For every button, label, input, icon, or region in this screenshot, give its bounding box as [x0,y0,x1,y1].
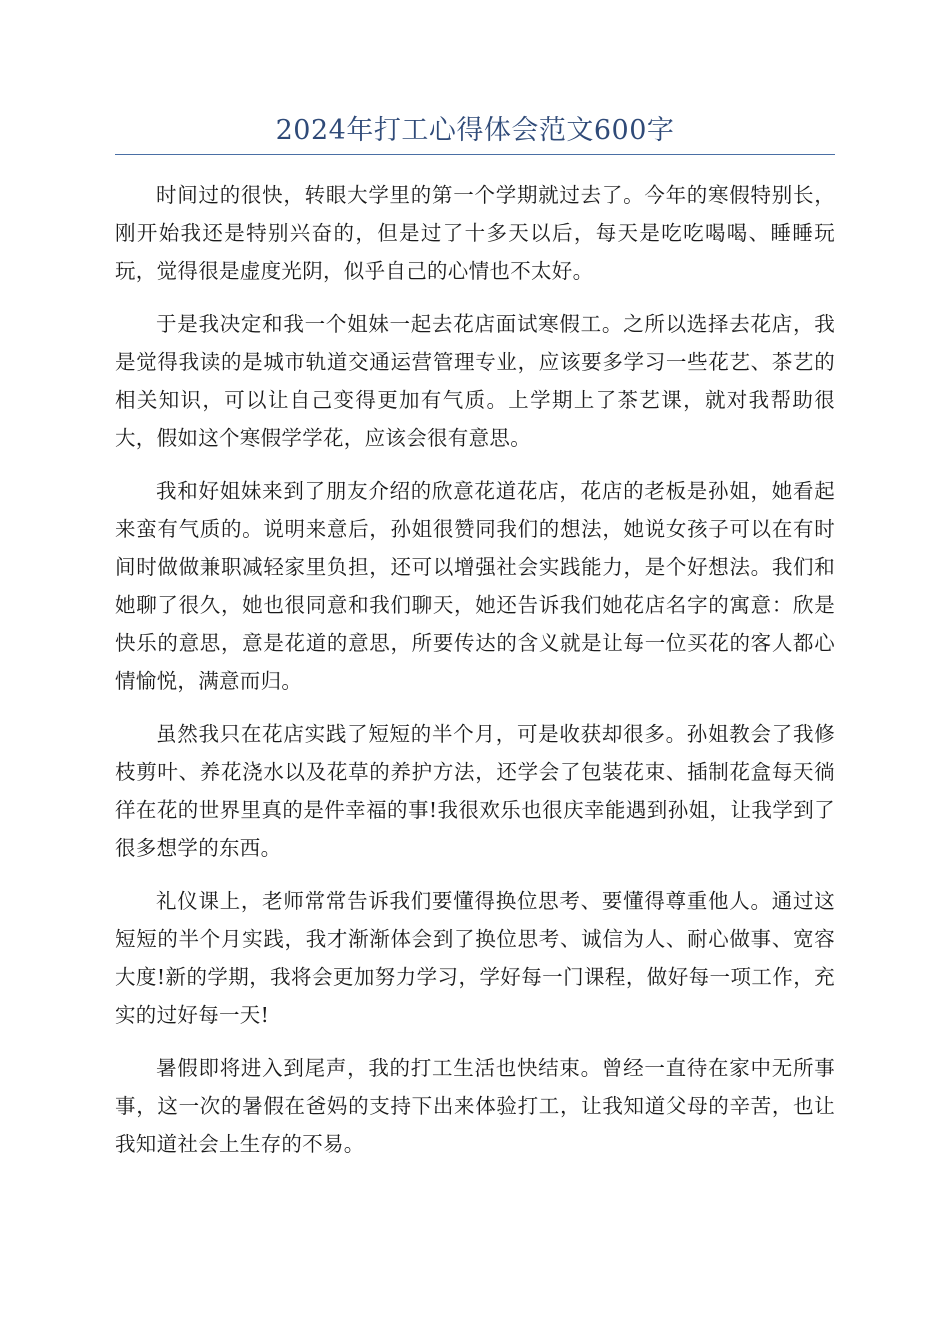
document-title: 2024年打工心得体会范文600字 [275,115,675,146]
paragraph-6: 暑假即将进入到尾声，我的打工生活也快结束。曾经一直待在家中无所事事，这一次的暑假在爸妈的支持下出来体验打工，让我知道父母的辛苦，也让我知道社会上生存的不易。 [115,1056,835,1156]
paragraph-2: 于是我决定和我一个姐妹一起去花店面试寒假工。之所以选择去花店，我是觉得我读的是城市轨道交通运营管理专业，应该要多学习一些花艺、茶艺的相关知识，可以让自己变得更加有气质。上学期上了茶艺课，就对我帮助很大，假如这个寒假学学花，应该会很有意思。 [115,312,835,450]
paragraph-3: 我和好姐妹来到了朋友介绍的欣意花道花店，花店的老板是孙姐，她看起来蛮有气质的。说明来意后，孙姐很赞同我们的想法，她说女孩子可以在有时间时做做兼职减轻家里负担，还可以增强社会实践能力，是个好想法。我们和她聊了很久，她也很同意和我们聊天，她还告诉我们她花店名字的寓意：欣是快乐的意思，意是花道的意思，所要传达的含义就是让每一位买花的客人都心情愉悦，满意而归。 [115,479,835,693]
paragraph-5: 礼仪课上，老师常常告诉我们要懂得换位思考、要懂得尊重他人。通过这短短的半个月实践，我才渐渐体会到了换位思考、诚信为人、耐心做事、宽容大度!新的学期，我将会更加努力学习，学好每一门课程，做好每一项工作，充实的过好每一天! [115,889,835,1027]
document-page [115,108,835,1178]
document-body [115,176,835,1163]
paragraph-4: 虽然我只在花店实践了短短的半个月，可是收获却很多。孙姐教会了我修枝剪叶、养花浇水以及花草的养护方法，还学会了包装花束、插制花盒每天徜徉在花的世界里真的是件幸福的事!我很欢乐也很庆幸能遇到孙姐，让我学到了很多想学的东西。 [115,722,835,860]
paragraph-1: 时间过的很快，转眼大学里的第一个学期就过去了。今年的寒假特别长，刚开始我还是特别兴奋的，但是过了十多天以后，每天是吃吃喝喝、睡睡玩玩，觉得很是虚度光阴，似乎自己的心情也不太好。 [115,183,835,283]
title-underline [115,154,835,155]
